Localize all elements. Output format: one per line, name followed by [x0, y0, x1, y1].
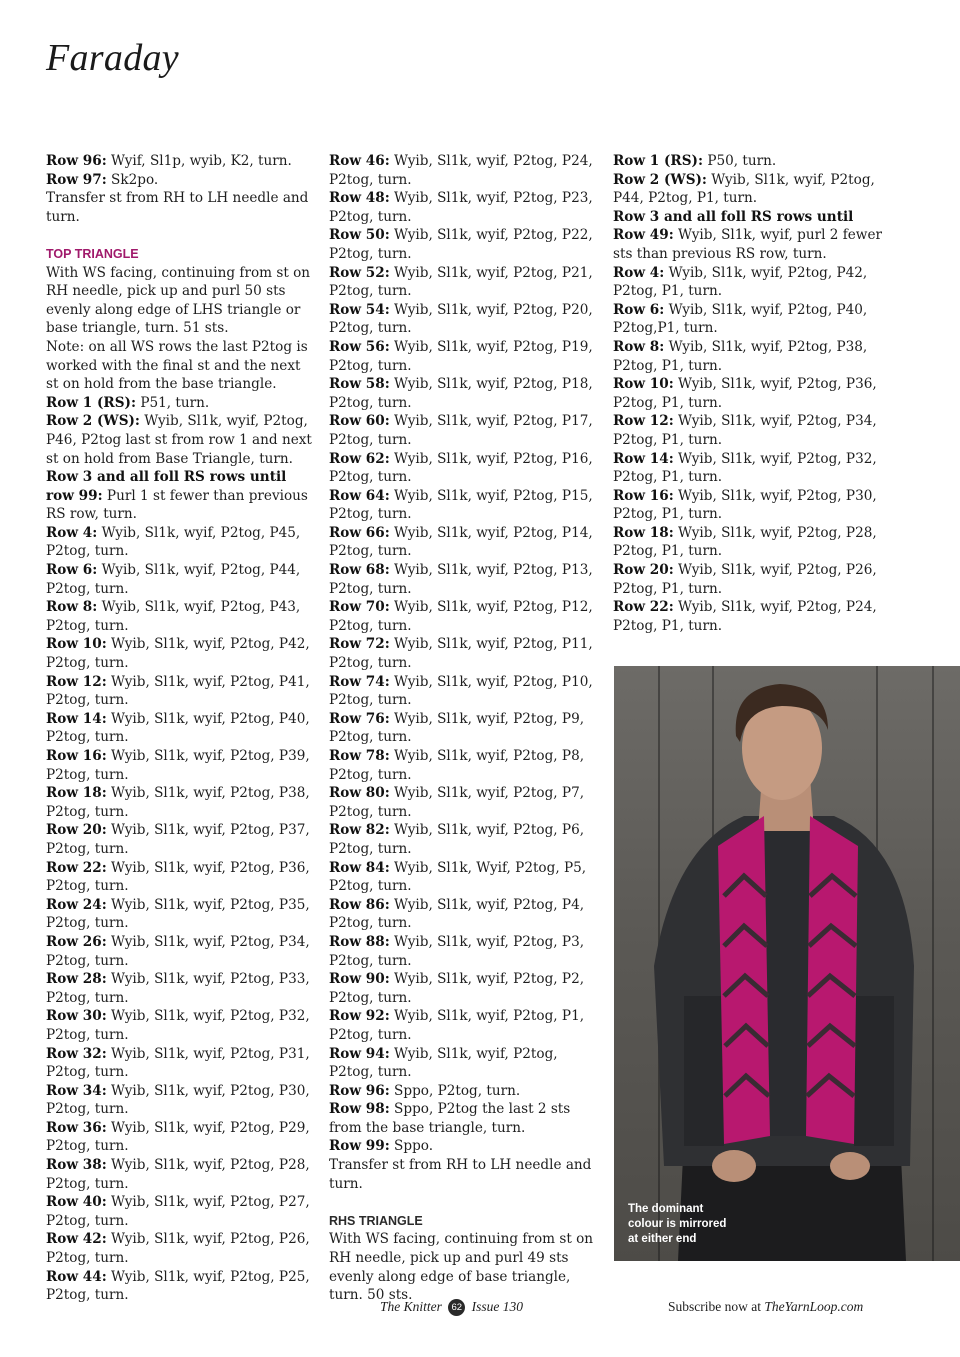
- row-text: Wyib, Sl1k, wyif, P2tog, P30, P2tog, P1, turn.: [613, 487, 877, 523]
- pattern-row: [329, 524, 595, 561]
- row-label: Row 10:: [613, 376, 674, 393]
- row-text: Wyib, Sl1k, wyif, P2tog, P31, P2tog, turn.: [46, 1045, 310, 1081]
- row-text: Wyib, Sl1k, wyif, P2tog, P44, P2tog, turn.: [46, 562, 301, 597]
- caption-line: at either end: [628, 1233, 697, 1245]
- spacer: [329, 1193, 595, 1212]
- row-text: Wyib, Sl1k, wyif, P2tog, P25, P2tog, turn.: [46, 1268, 310, 1304]
- pattern-row: [613, 338, 885, 375]
- pattern-row: [329, 487, 595, 524]
- row-label: Row 80:: [329, 785, 390, 802]
- row-label: Row 76:: [329, 710, 390, 727]
- row-label: Row 48:: [329, 190, 390, 207]
- magazine-name: The Knitter: [380, 1299, 442, 1314]
- pattern-row: [613, 171, 885, 208]
- row-label: Row 42:: [46, 1231, 107, 1248]
- row-label: Row 12:: [613, 413, 674, 430]
- pattern-row: [329, 710, 595, 747]
- row-label: Row 6:: [613, 301, 665, 318]
- pattern-row: [329, 784, 595, 821]
- model-illustration: [614, 666, 960, 1261]
- row-label: Row 30:: [46, 1008, 107, 1025]
- row-label: Row 96:: [329, 1082, 390, 1099]
- row-text: Wyib, Sl1k, wyif, P2tog, P23, P2tog, turn.: [329, 190, 593, 225]
- row-label: Row 8:: [613, 338, 665, 355]
- row-text: Wyib, Sl1k, wyif, P2tog, P2, P2tog, turn.: [329, 971, 585, 1006]
- pattern-row: [46, 1007, 312, 1044]
- pattern-row: [329, 1045, 595, 1082]
- caption-line: colour is mirrored: [628, 1218, 727, 1230]
- row-text: Wyib, Sl1k, wyif, P2tog, P13, P2tog, turn.: [329, 562, 593, 597]
- pattern-row: [613, 301, 885, 338]
- pattern-column-1: [46, 152, 312, 1305]
- subscribe-link[interactable]: TheYarnLoop.com: [764, 1299, 864, 1314]
- row-label: Row 26:: [46, 933, 107, 950]
- pattern-row: [329, 1137, 595, 1156]
- pattern-column-3: [613, 152, 885, 635]
- row-label: Row 20:: [613, 562, 674, 579]
- row-text: Wyib, Sl1k, wyif, purl 2 fewer sts than previous RS row, turn.: [613, 227, 882, 262]
- row-label: Row 4:: [613, 264, 665, 281]
- instruction-paragraph: With WS facing, continuing from st on RH needle, pick up and purl 50 sts evenly along edge of LHS triangle or base triangle, turn. 51 sts.: [46, 264, 311, 337]
- row-label: Row 52:: [329, 264, 390, 281]
- row-label: Row 92:: [329, 1008, 390, 1025]
- pattern-row: [329, 1082, 595, 1101]
- row-text: Sppo, P2tog the last 2 sts from the base triangle, turn.: [329, 1101, 571, 1136]
- row-label: Row 22:: [613, 599, 674, 616]
- pattern-row: [329, 821, 595, 858]
- pattern-row: [46, 970, 312, 1007]
- row-text: Wyib, Sl1k, wyif, P2tog, P18, P2tog, turn.: [329, 376, 593, 411]
- instruction-paragraph: Note: on all WS rows the last P2tog is worked with the final st and the next st on hold from the base triangle.: [46, 338, 308, 393]
- row-text: Wyib, Sl1k, wyif, P2tog, P15, P2tog, turn.: [329, 487, 593, 523]
- row-label: Row 90:: [329, 971, 390, 988]
- row-label: Row 97:: [46, 171, 107, 188]
- row-label: Row 96:: [46, 153, 107, 169]
- row-label: Row 46:: [329, 153, 390, 169]
- row-text: Wyib, Sl1k, wyif, P2tog, P14, P2tog, turn.: [329, 524, 593, 560]
- row-label: Row 68:: [329, 562, 390, 579]
- pattern-row: [329, 970, 595, 1007]
- row-label: Row 94:: [329, 1045, 390, 1062]
- row-label: Row 14:: [46, 710, 107, 727]
- row-text: Wyib, Sl1k, wyif, P2tog, P38, P2tog, turn.: [46, 785, 310, 820]
- row-text: Wyib, Sl1k, wyif, P2tog, P45, P2tog, turn.: [46, 524, 301, 560]
- section-heading: RHS TRIANGLE: [329, 1213, 423, 1228]
- row-text: Wyib, Sl1k, wyif, P2tog, P38, P2tog, P1, turn.: [613, 338, 868, 374]
- pattern-row: [329, 896, 595, 933]
- row-label: Row 66:: [329, 524, 390, 541]
- row-text: Wyib, Sl1k, wyif, P2tog, P17, P2tog, turn.: [329, 413, 593, 448]
- row-label: Row 24:: [46, 896, 107, 913]
- row-text: Wyib, Sl1k, wyif, P2tog, P27, P2tog, turn.: [46, 1194, 310, 1229]
- row-label: Row 18:: [46, 785, 107, 802]
- row-label: Row 32:: [46, 1045, 107, 1062]
- row-label: Row 14:: [613, 450, 674, 467]
- pattern-row: [46, 859, 312, 896]
- pattern-row: [46, 747, 312, 784]
- row-text: Sppo, P2tog, turn.: [389, 1082, 521, 1099]
- row-label: Row 98:: [329, 1101, 390, 1118]
- pattern-row: [329, 673, 595, 710]
- row-text: Wyib, Sl1k, wyif, P2tog, P24, P2tog, P1, turn.: [613, 599, 877, 634]
- section-heading: TOP TRIANGLE: [46, 246, 139, 261]
- row-text: Wyib, Sl1k, wyif, P2tog, P37, P2tog, turn.: [46, 822, 310, 857]
- row-text: Wyib, Sl1k, wyif, P2tog, P19, P2tog, turn.: [329, 338, 593, 374]
- pattern-row: [329, 338, 595, 375]
- row-text: Wyib, Sl1k, wyif, P2tog, P6, P2tog, turn.: [329, 822, 585, 857]
- row-label: Row 60:: [329, 413, 390, 430]
- spacer: [46, 226, 312, 245]
- row-label: Row 88:: [329, 933, 390, 950]
- pattern-row: [46, 673, 312, 710]
- pattern-row: [46, 524, 312, 561]
- row-text: Wyib, Sl1k, wyif, P2tog, P30, P2tog, turn.: [46, 1082, 310, 1118]
- pattern-row: [613, 152, 885, 171]
- instruction-paragraph: Transfer st from RH to LH needle and turn.: [329, 1157, 592, 1192]
- row-text: Purl 1 st fewer than previous RS row, turn.: [46, 487, 308, 523]
- row-label: Row 72:: [329, 636, 390, 653]
- row-text: Wyib, Sl1k, wyif, P2tog, P4, P2tog, turn.: [329, 896, 585, 932]
- row-text: Wyib, Sl1k, Wyif, P2tog, P5, P2tog, turn.: [329, 859, 587, 895]
- pattern-row: [329, 412, 595, 449]
- pattern-row: [46, 821, 312, 858]
- pattern-row: [329, 859, 595, 896]
- row-text: Wyib, Sl1k, wyif, P2tog, P32, P2tog, turn.: [46, 1008, 310, 1043]
- row-label: Row 44:: [46, 1268, 107, 1285]
- row-text: Sppo.: [389, 1138, 434, 1155]
- row-text: Wyib, Sl1k, wyif, P2tog, P21, P2tog, turn.: [329, 264, 593, 300]
- row-text: Wyib, Sl1k, wyif, P2tog, P40, P2tog,P1, turn.: [613, 301, 868, 337]
- row-text: Wyib, Sl1k, wyif, P2tog, P11, P2tog, turn.: [329, 636, 593, 672]
- row-text: Wyib, Sl1k, wyif, P2tog, P33, P2tog, turn.: [46, 971, 310, 1006]
- row-text: Sk2po.: [106, 171, 159, 188]
- row-label: Row 64:: [329, 487, 390, 504]
- pattern-row: [329, 375, 595, 412]
- row-text: Wyib, Sl1k, wyif, P2tog, P28, P2tog, P1, turn.: [613, 524, 877, 560]
- row-text: Wyib, Sl1k, wyif, P2tog, P7, P2tog, turn.: [329, 785, 585, 820]
- pattern-row: [46, 635, 312, 672]
- instruction-paragraph: Transfer st from RH to LH needle and turn.: [46, 190, 309, 225]
- row-text: Wyib, Sl1k, wyif, P2tog, P34, P2tog, P1, turn.: [613, 413, 877, 448]
- row-label: Row 1 (RS):: [613, 153, 703, 169]
- row-text: P51, turn.: [136, 394, 210, 411]
- model-photo: [614, 666, 960, 1261]
- pattern-row: [329, 301, 595, 338]
- row-text: Wyib, Sl1k, wyif, P2tog, P42, P2tog, turn.: [46, 636, 310, 672]
- pattern-row: [46, 933, 312, 970]
- page-title: Faraday: [46, 37, 179, 79]
- pattern-row: [46, 1268, 312, 1305]
- pattern-row: [613, 375, 885, 412]
- row-label: Row 16:: [46, 748, 107, 764]
- pattern-row: [46, 896, 312, 933]
- row-text: Wyib, Sl1k, wyif, P2tog, P8, P2tog, turn.: [329, 748, 585, 783]
- row-text: Wyib, Sl1k, wyif, P2tog, P1, P2tog, turn.: [329, 1008, 585, 1043]
- row-label: Row 16:: [613, 487, 674, 504]
- row-text: Wyib, Sl1k, wyif, P2tog, P40, P2tog, turn.: [46, 710, 310, 746]
- row-text: Wyib, Sl1k, wyif, P2tog, P32, P2tog, P1, turn.: [613, 450, 877, 486]
- row-text: Wyif, Sl1p, wyib, K2, turn.: [106, 153, 292, 169]
- pattern-row: [46, 784, 312, 821]
- pattern-row: [46, 1193, 312, 1230]
- row-text: Wyib, Sl1k, wyif, P2tog, P36, P2tog, P1, turn.: [613, 376, 877, 411]
- photo-caption: [628, 1202, 726, 1247]
- row-label: Row 6:: [46, 562, 98, 579]
- row-text: Wyib, Sl1k, wyif, P2tog, P20, P2tog, turn.: [329, 301, 593, 337]
- pattern-row: [46, 710, 312, 747]
- row-label: Row 78:: [329, 748, 390, 764]
- row-label: Row 99:: [329, 1138, 390, 1155]
- row-text: Wyib, Sl1k, wyif, P2tog, P39, P2tog, turn.: [46, 748, 310, 783]
- subscribe-text: Subscribe now at: [668, 1299, 765, 1314]
- pattern-row: [329, 264, 595, 301]
- pattern-row: [613, 524, 885, 561]
- row-label: Row 74:: [329, 673, 390, 690]
- row-text: Wyib, Sl1k, wyif, P2tog, P2tog, turn.: [329, 1045, 558, 1081]
- row-label: Row 62:: [329, 450, 390, 467]
- caption-line: The dominant: [628, 1203, 704, 1215]
- pattern-row: [613, 561, 885, 598]
- row-label: Row 86:: [329, 896, 390, 913]
- pattern-row: [329, 226, 595, 263]
- row-label: Row 20:: [46, 822, 107, 839]
- pattern-row: [46, 1119, 312, 1156]
- row-text: Wyib, Sl1k, wyif, P2tog, P41, P2tog, turn.: [46, 673, 310, 709]
- row-label: Row 12:: [46, 673, 107, 690]
- pattern-row: [46, 152, 312, 171]
- pattern-row: [329, 1100, 595, 1137]
- pattern-row: [46, 1156, 312, 1193]
- row-label: Row 2 (WS):: [613, 171, 707, 188]
- row-text: Wyib, Sl1k, wyif, P2tog, P3, P2tog, turn.: [329, 933, 585, 969]
- row-text: Wyib, Sl1k, wyif, P2tog, P9, P2tog, turn.: [329, 710, 585, 746]
- row-label: Row 38:: [46, 1157, 107, 1174]
- row-text: Wyib, Sl1k, wyif, P2tog, P43, P2tog, turn.: [46, 599, 301, 634]
- pattern-row: [46, 561, 312, 598]
- pattern-row: [613, 264, 885, 301]
- pattern-row: [46, 1082, 312, 1119]
- pattern-column-2: [329, 152, 595, 1305]
- row-label: Row 3 and all foll RS rows until row 99:: [46, 469, 287, 504]
- row-text: Wyib, Sl1k, wyif, P2tog, P44, P2tog, P1, turn.: [613, 171, 875, 207]
- instruction-paragraph: With WS facing, continuing from st on RH needle, pick up and purl 49 sts evenly along edge of base triangle, turn. 50 sts.: [329, 1231, 594, 1304]
- pattern-row: [46, 1045, 312, 1082]
- row-label: Row 3 and all foll RS rows until Row 49:: [613, 208, 854, 244]
- row-label: Row 2 (WS):: [46, 413, 140, 430]
- row-label: Row 10:: [46, 636, 107, 653]
- pattern-row: [613, 208, 885, 264]
- row-label: Row 1 (RS):: [46, 394, 136, 411]
- row-label: Row 54:: [329, 301, 390, 318]
- row-text: Wyib, Sl1k, wyif, P2tog, P24, P2tog, turn.: [329, 153, 593, 188]
- row-label: Row 40:: [46, 1194, 107, 1211]
- row-text: Wyib, Sl1k, wyif, P2tog, P16, P2tog, turn.: [329, 450, 593, 486]
- row-label: Row 56:: [329, 338, 390, 355]
- pattern-row: [329, 152, 595, 189]
- row-label: Row 84:: [329, 859, 390, 876]
- row-label: Row 50:: [329, 227, 390, 244]
- row-label: Row 22:: [46, 859, 107, 876]
- pattern-row: [46, 598, 312, 635]
- issue-number: Issue 130: [471, 1299, 524, 1314]
- footer-magazine: [380, 1299, 523, 1316]
- pattern-row: [46, 412, 312, 468]
- row-label: Row 34:: [46, 1082, 107, 1099]
- pattern-row: [329, 635, 595, 672]
- pattern-row: [329, 747, 595, 784]
- row-label: Row 58:: [329, 376, 390, 393]
- pattern-row: [46, 171, 312, 190]
- pattern-row: [329, 1007, 595, 1044]
- pattern-row: [613, 450, 885, 487]
- row-text: Wyib, Sl1k, wyif, P2tog, P36, P2tog, turn.: [46, 859, 310, 895]
- pattern-row: [613, 412, 885, 449]
- pattern-row: [613, 598, 885, 635]
- row-label: Row 4:: [46, 524, 98, 541]
- row-label: Row 70:: [329, 599, 390, 616]
- row-text: Wyib, Sl1k, wyif, P2tog, P22, P2tog, turn.: [329, 227, 593, 262]
- row-label: Row 18:: [613, 524, 674, 541]
- row-text: Wyib, Sl1k, wyif, P2tog, P12, P2tog, turn.: [329, 599, 593, 634]
- pattern-row: [46, 468, 312, 524]
- row-text: Wyib, Sl1k, wyif, P2tog, P46, P2tog last st from row 1 and next st on hold from Base Triangle, turn.: [46, 413, 312, 467]
- pattern-row: [613, 487, 885, 524]
- row-label: Row 8:: [46, 599, 98, 616]
- row-text: Wyib, Sl1k, wyif, P2tog, P34, P2tog, turn.: [46, 933, 310, 969]
- pattern-row: [329, 933, 595, 970]
- row-label: Row 36:: [46, 1119, 107, 1136]
- row-text: Wyib, Sl1k, wyif, P2tog, P26, P2tog, turn.: [46, 1231, 310, 1267]
- row-label: Row 28:: [46, 971, 107, 988]
- page-number: 62: [448, 1299, 465, 1316]
- row-label: Row 82:: [329, 822, 390, 839]
- pattern-row: [46, 1230, 312, 1267]
- pattern-row: [46, 394, 312, 413]
- pattern-row: [329, 450, 595, 487]
- row-text: Wyib, Sl1k, wyif, P2tog, P26, P2tog, P1, turn.: [613, 562, 877, 597]
- row-text: Wyib, Sl1k, wyif, P2tog, P28, P2tog, turn.: [46, 1157, 310, 1192]
- row-text: P50, turn.: [703, 153, 777, 169]
- row-text: Wyib, Sl1k, wyif, P2tog, P35, P2tog, turn.: [46, 896, 310, 932]
- footer-subscribe: [668, 1299, 863, 1315]
- row-text: Wyib, Sl1k, wyif, P2tog, P29, P2tog, turn.: [46, 1119, 310, 1155]
- row-text: Wyib, Sl1k, wyif, P2tog, P42, P2tog, P1, turn.: [613, 264, 868, 300]
- row-text: Wyib, Sl1k, wyif, P2tog, P10, P2tog, turn.: [329, 673, 593, 709]
- pattern-row: [329, 189, 595, 226]
- pattern-row: [329, 561, 595, 598]
- pattern-row: [329, 598, 595, 635]
